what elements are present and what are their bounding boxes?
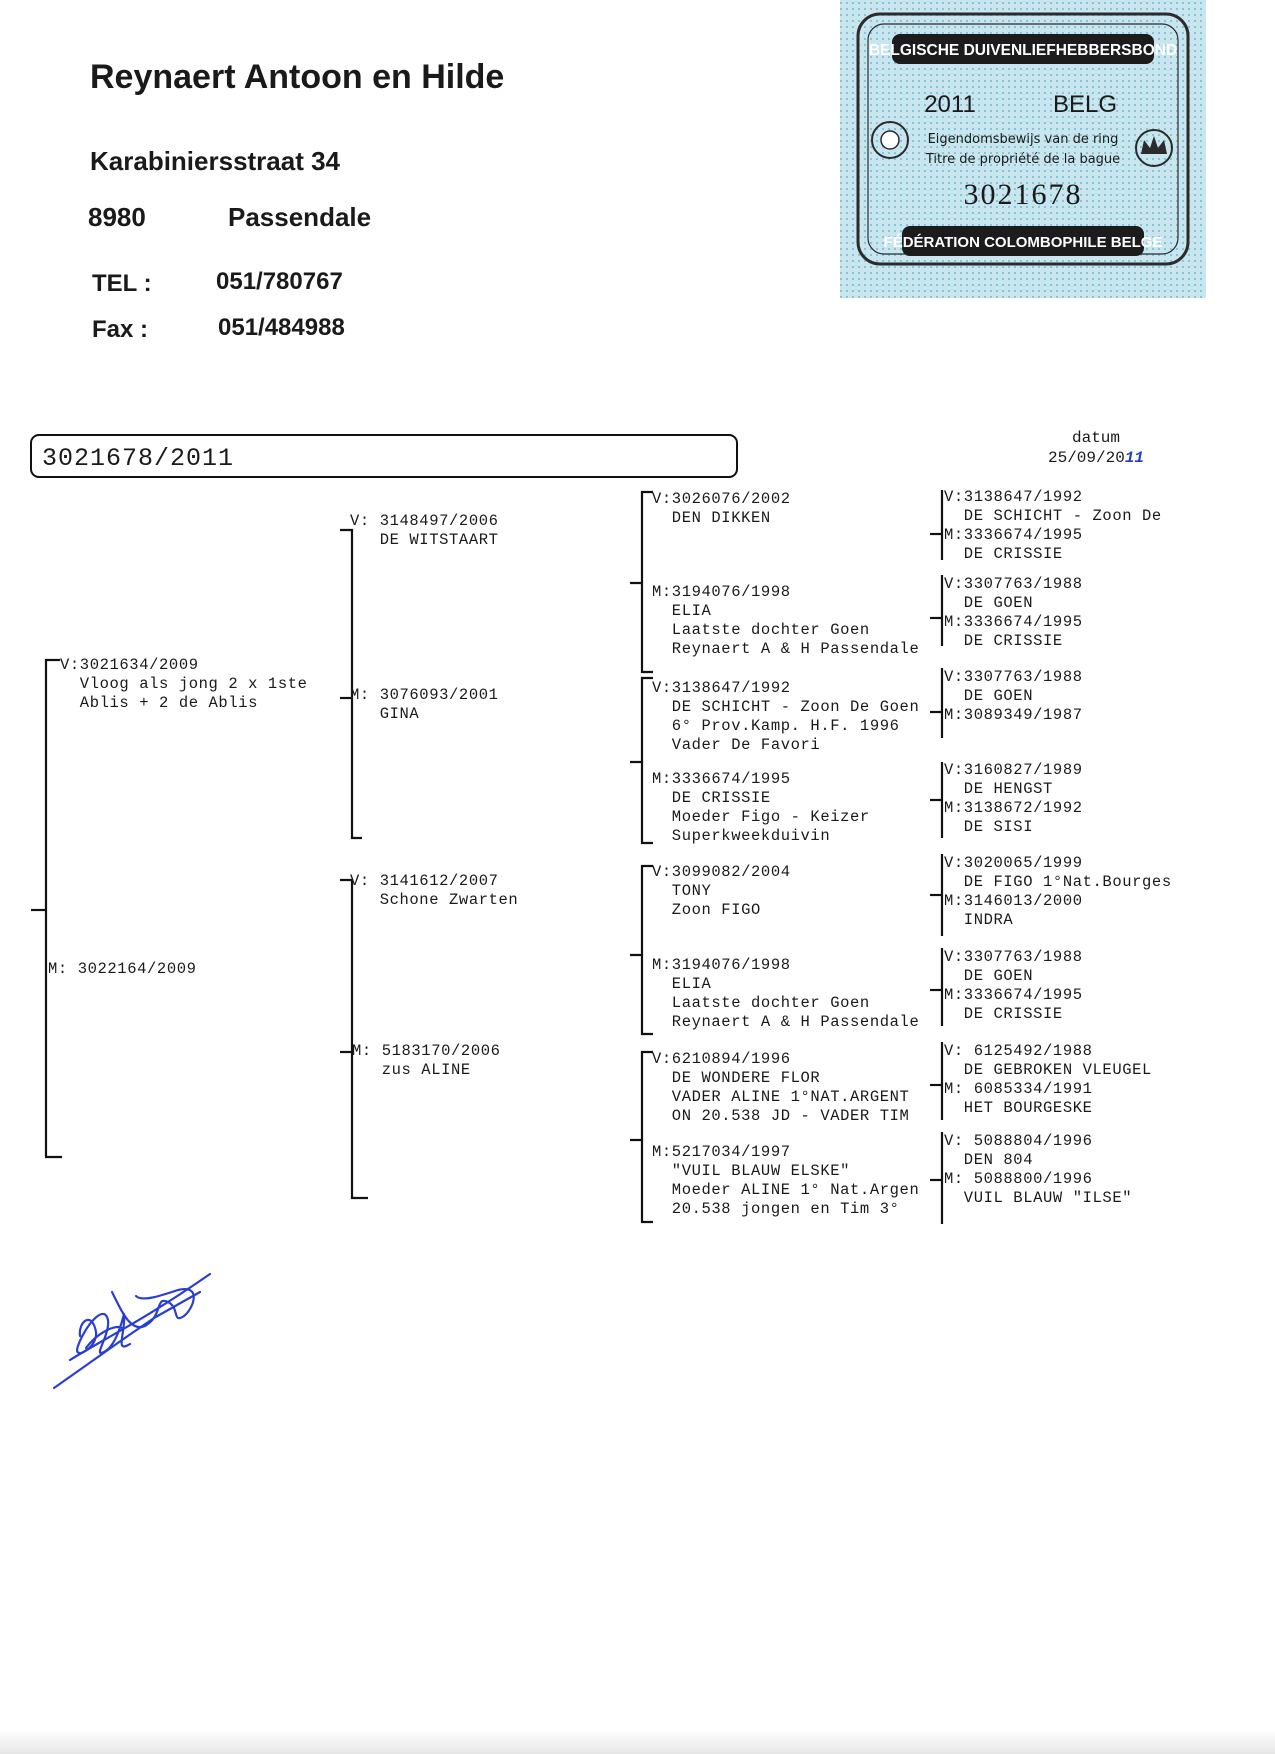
stamp-line-1: Eigendomsbewijs van de ring	[927, 132, 1119, 147]
great-grandparent-2: M:3194076/1998 ELIA Laatste dochter Goen Reynaert A & H Passendale	[652, 583, 920, 658]
great-grandparent-1: V:3026076/2002 DEN DIKKEN	[652, 490, 791, 527]
handwritten-signature	[52, 1262, 212, 1392]
stamp-line-2: Titre de propriété de la bague	[925, 152, 1121, 167]
stamp-country: BELG	[1052, 91, 1118, 118]
gg-grandparents-1: V:3138647/1992 DE SCHICHT - Zoon De M:3336674/1995 DE CRISSIE	[944, 488, 1162, 563]
great-grandparent-5: V:3099082/2004 TONY Zoon FIGO	[652, 863, 791, 919]
great-grandparent-7: V:6210894/1996 DE WONDERE FLOR VADER ALINE 1°NAT.ARGENT ON 20.538 JD - VADER TIM	[652, 1050, 910, 1125]
great-grandparent-6: M:3194076/1998 ELIA Laatste dochter Goen Reynaert A & H Passendale	[652, 956, 920, 1031]
owner-postcode: 8980	[88, 202, 146, 232]
scan-bottom-edge	[0, 1730, 1275, 1754]
datum-label: datum	[1072, 429, 1121, 447]
owner-name: Reynaert Antoon en Hilde	[90, 58, 505, 96]
gg-grandparents-4: V:3160827/1989 DE HENGST M:3138672/1992 DE SISI	[944, 761, 1083, 836]
stamp-ring-number: 3021678	[963, 178, 1083, 211]
datum-handwritten: 11	[1124, 449, 1145, 467]
gg-grandparents-7: V: 6125492/1988 DE GEBROKEN VLEUGEL M: 6085334/1991 HET BOURGESKE	[944, 1042, 1152, 1117]
tel-number: 051/780767	[216, 268, 343, 295]
fax-label: Fax :	[92, 316, 149, 343]
ring-number: 3021678/2011	[42, 444, 235, 473]
owner-street: Karabiniersstraat 34	[90, 146, 341, 176]
stamp-top-banner: BELGISCHE DUIVENLIEFHEBBERSBOND	[868, 42, 1178, 59]
gg-grandparents-6: V:3307763/1988 DE GOEN M:3336674/1995 DE CRISSIE	[944, 948, 1083, 1023]
tel-label: TEL :	[92, 270, 152, 297]
grandparent-1: V: 3148497/2006 DE WITSTAART	[350, 512, 499, 549]
sire: V:3021634/2009 Vloog als jong 2 x 1ste Ablis + 2 de Ablis	[60, 656, 308, 712]
stamp-year: 2011	[924, 91, 976, 118]
great-grandparent-8: M:5217034/1997 "VUIL BLAUW ELSKE" Moeder ALINE 1° Nat.Argen 20.538 jongen en Tim 3°	[652, 1143, 920, 1218]
gg-grandparents-2: V:3307763/1988 DE GOEN M:3336674/1995 DE CRISSIE	[944, 575, 1083, 650]
gg-grandparents-5: V:3020065/1999 DE FIGO 1°Nat.Bourges M:3146013/2000 INDRA	[944, 854, 1172, 929]
datum-printed: 25/09/20	[1048, 449, 1125, 467]
grandparent-4: M: 5183170/2006 zus ALINE	[352, 1042, 501, 1079]
great-grandparent-3: V:3138647/1992 DE SCHICHT - Zoon De Goen 6° Prov.Kamp. H.F. 1996 Vader De Favori	[652, 679, 920, 754]
gg-grandparents-8: V: 5088804/1996 DEN 804 M: 5088800/1996 VUIL BLAUW "ILSE"	[944, 1132, 1133, 1207]
grandparent-2: M: 3076093/2001 GINA	[350, 686, 499, 723]
stamp-bottom-banner: FÉDÉRATION COLOMBOPHILE BELGE	[883, 234, 1163, 251]
great-grandparent-4: M:3336674/1995 DE CRISSIE Moeder Figo - Keizer Superkweekduivin	[652, 770, 870, 845]
fax-number: 051/484988	[218, 314, 345, 341]
owner-city: Passendale	[228, 202, 372, 232]
dam: M: 3022164/2009	[48, 960, 197, 978]
gg-grandparents-3: V:3307763/1988 DE GOEN M:3089349/1987	[944, 668, 1083, 724]
grandparent-3: V: 3141612/2007 Schone Zwarten	[350, 872, 519, 909]
